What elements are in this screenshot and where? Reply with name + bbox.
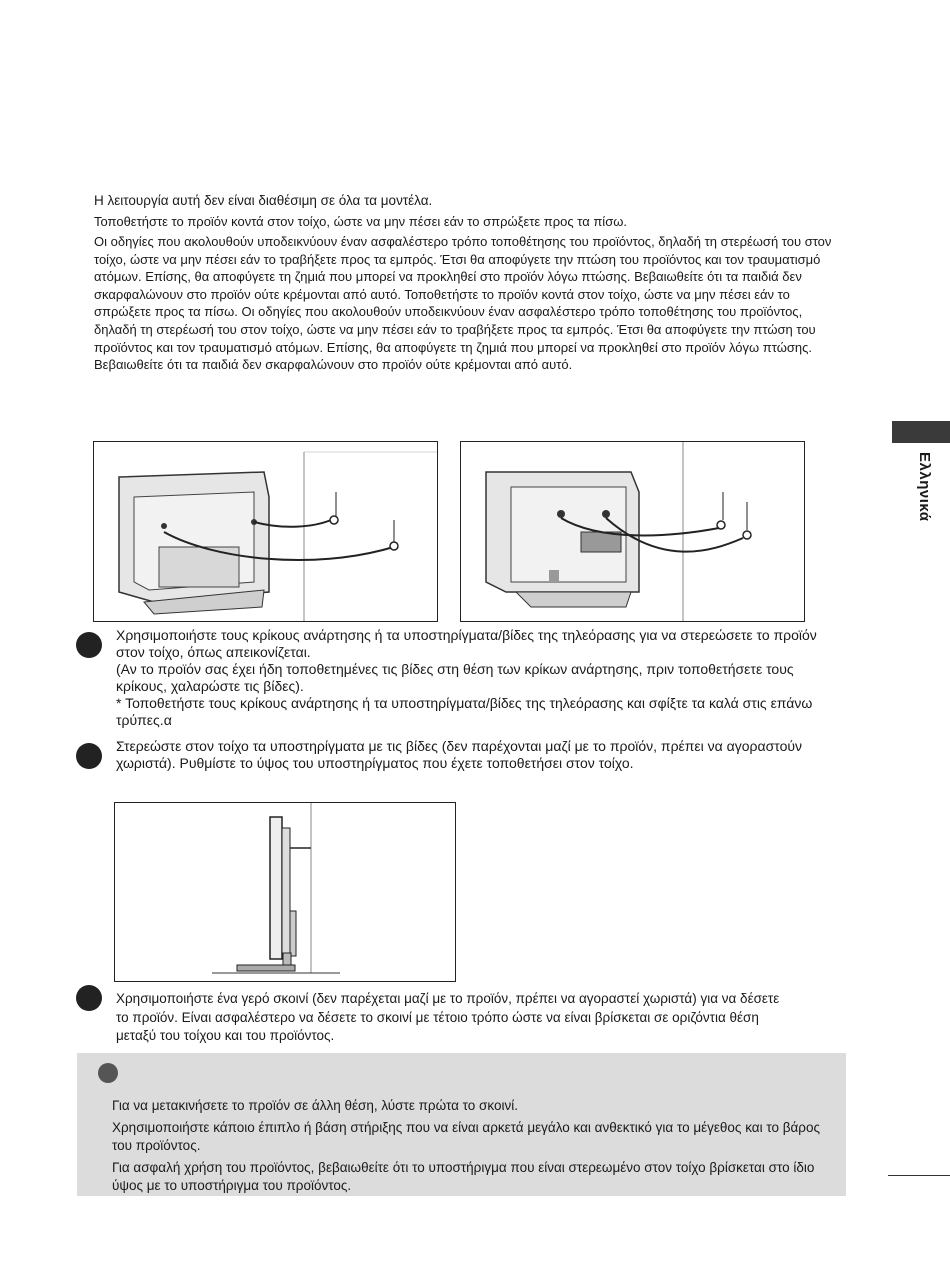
step-2-text <box>116 738 842 772</box>
note-item-2: Χρησιμοποιήστε κάποιο έπιπλο ή βάση στήριξης που να είναι αρκετά μεγάλο και ανθεκτικό για το μέγεθος και το βάρος του προϊόντος. <box>112 1120 820 1153</box>
figure-tv-rear-right <box>460 441 805 622</box>
step-1-line-2: (Αν το προϊόν σας έχει ήδη τοποθετημένες τις βίδες στη θέση των κρίκων ανάρτησης, πριν τοποθετήσετε τους κρίκους, χαλαρώστε τις βίδες). <box>116 661 794 694</box>
note-item-3: Για ασφαλή χρήση του προϊόντος, βεβαιωθείτε ότι το υποστήριγμα που είναι στερεωμένο στον τοίχο βρίσκεται στο ίδιο ύψος με το υποστήριγμα του προϊόντος. <box>112 1160 815 1193</box>
step-3-line-1: Χρησιμοποιήστε ένα γερό σκοινί (δεν παρέχεται μαζί με το προϊόν, πρέπει να αγοραστεί χωριστά) για να δέσετε το προϊόν. Είναι ασφαλέστερο να δέσετε το σκοινί με τέτοιο τρόπο ώστε να είναι βρίσκεται σε οριζόντια θέση μεταξύ του τοίχου και του προϊόντος. <box>116 991 780 1043</box>
step-1-text <box>116 627 826 729</box>
tv-rear-illustration-left <box>94 442 437 621</box>
intro-paragraph-text: Οι οδηγίες που ακολουθούν υποδεικνύουν έναν ασφαλέστερο τρόπο τοποθέτησης του προϊόντος, δηλαδή τη στερέωσή του στον τοίχο, ώστε να μην πέσει εάν το τραβήξετε προς τα εμπρός. Έτσι θα αποφύγετε την πτώση του προϊόντος και τον τραυματισμό ατόμων. Επίσης, θα αποφύγετε τη ζημιά που μπορεί να προκληθεί στο προϊόν λόγω πτώσης. Βεβαιωθείτε ότι τα παιδιά δεν σκαρφαλώνουν στο προϊόν ούτε κρέμονται από αυτό. Τοποθετήστε το προϊόν κοντά στον τοίχο, ώστε να μην πέσει εάν το σπρώξετε προς τα πίσω. Οι οδηγίες που ακολουθούν υποδεικνύουν έναν ασφαλέστερο τρόπο τοποθέτησης του προϊόντος, δηλαδή τη στερέωσή του στον τοίχο, ώστε να μην πέσει εάν το τραβήξετε προς τα εμπρός. Έτσι θα αποφύγετε την πτώση του προϊόντος και τον τραυματισμό ατόμων. Επίσης, θα αποφύγετε τη ζημιά που μπορεί να προκληθεί στο προϊόν λόγω πτώσης. Βεβαιωθείτε ότι τα παιδιά δεν σκαρφαλώνουν στο προϊόν ούτε κρέμονται από αυτό. <box>94 234 832 373</box>
step-3-bullet <box>76 985 102 1011</box>
step-3-text <box>116 990 786 1046</box>
note-bullet-icon <box>98 1063 118 1083</box>
step-2-line-1: Στερεώστε στον τοίχο τα υποστηρίγματα με τις βίδες (δεν παρέχονται μαζί με το προϊόν, πρέπει να αγοραστούν χωριστά). Ρυθμίστε το ύψος του υποστηρίγματος που έχετε τοποθετήσει στον τοίχο. <box>116 738 803 771</box>
step-2-bullet <box>76 743 102 769</box>
intro-placement-note: Τοποθετήστε το προϊόν κοντά στον τοίχο, ώστε να μην πέσει εάν το σπρώξετε προς τα πίσω. <box>94 214 627 229</box>
intro-paragraph <box>94 233 834 374</box>
tv-rear-illustration-right <box>461 442 804 621</box>
language-label: Ελληνικά <box>916 452 933 522</box>
figure-tv-side-view <box>114 802 456 982</box>
figure-tv-rear-left <box>93 441 438 622</box>
step-1-line-1: Χρησιμοποιήστε τους κρίκους ανάρτησης ή τα υποστηρίγματα/βίδες της τηλεόρασης για να στερεώσετε το προϊόν στον τοίχο, όπως απεικονίζεται. <box>116 627 817 660</box>
note-item-1: Για να μετακινήσετε το προϊόν σε άλλη θέση, λύστε πρώτα το σκοινί. <box>112 1098 518 1113</box>
step-1-line-3: * Τοποθετήστε τους κρίκους ανάρτησης ή τα υποστηρίγματα/βίδες της τηλεόρασης και σφίξτε τα καλά στις επάνω τρύπες.α <box>116 695 813 728</box>
note-items <box>112 1097 832 1199</box>
intro-availability-note: Η λειτουργία αυτή δεν είναι διαθέσιμη σε όλα τα μοντέλα. <box>94 193 433 208</box>
language-tab-marker <box>892 421 950 443</box>
note-box <box>77 1053 846 1196</box>
tv-side-illustration <box>115 803 455 981</box>
step-1-bullet <box>76 632 102 658</box>
page-footer-rule <box>888 1175 950 1176</box>
